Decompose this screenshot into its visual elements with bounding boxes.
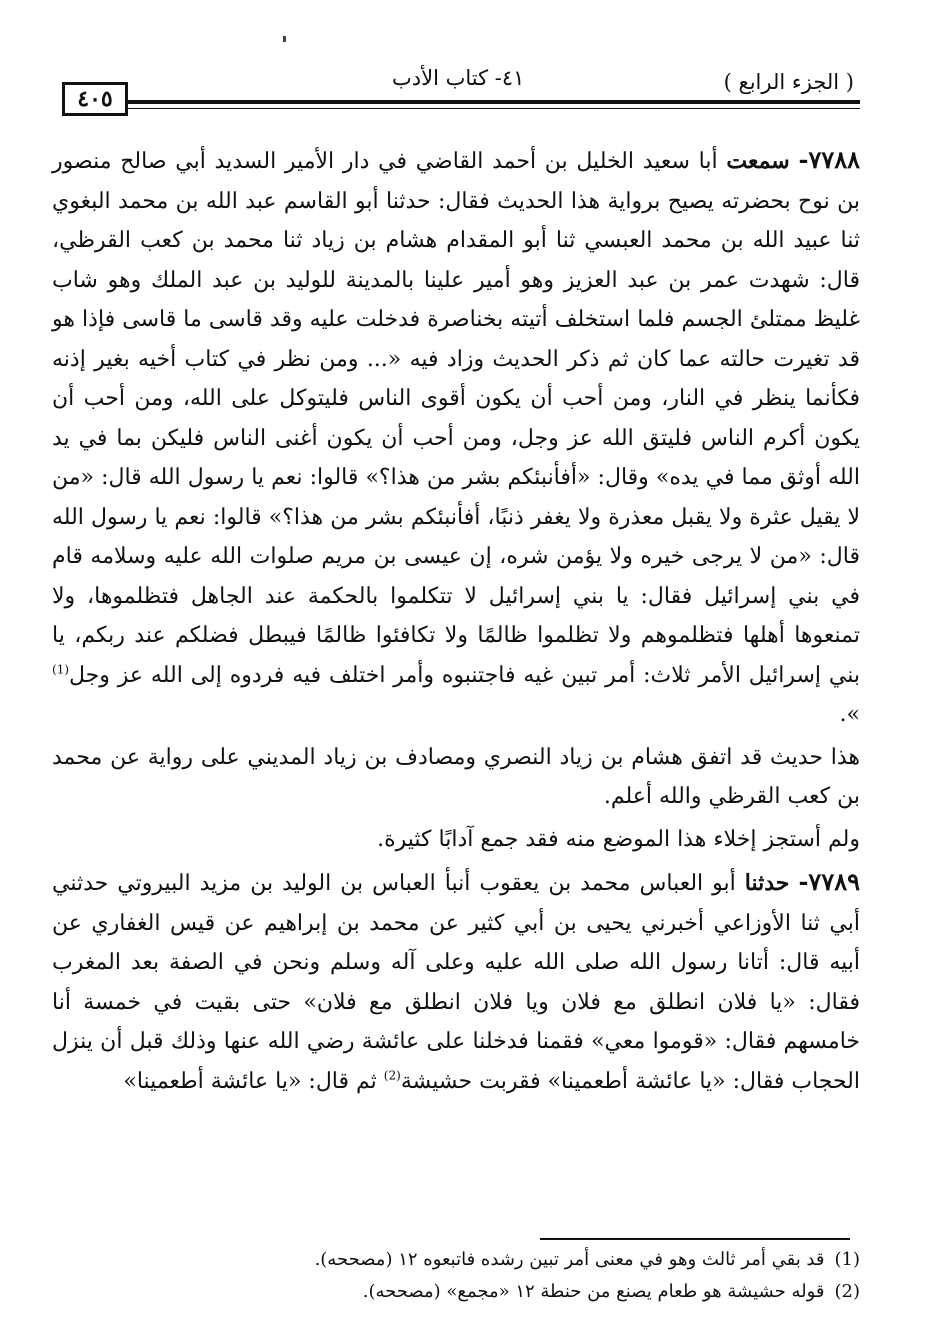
footnote — [52, 1244, 860, 1276]
footnote-ref-1: (1) — [52, 662, 70, 677]
hadith-number: ٧٧٨٩- — [798, 867, 860, 896]
hadith-number: ٧٧٨٨- — [798, 145, 860, 174]
hadith-7788 — [52, 140, 860, 735]
hadith-text-end: ». — [839, 702, 860, 727]
hadith-keyword: حدثنا — [744, 870, 790, 896]
header-rule-thick — [128, 100, 860, 104]
hadith-text: أبا سعيد الخليل بن أحمد القاضي في دار الأمير السديد أبي صالح منصور بن نوح بحضرته يصيح برواية هذا الحديث فقال: حدثنا أبو القاسم عبد الله بن محمد البغوي ثنا عبيد الله بن محمد العبسي ثنا أبو المقدام هشام بن زياد ثنا محمد بن كعب القرظي، قال: شهدت عمر بن عبد العزيز وهو أمير علينا بالمدينة للوليد بن عبد الملك وهو شاب غليظ ممتلئ الجسم فلما استخلف أتيته بخناصرة فدخلت عليه وقد قاسى ما قاسى فإذا هو قد تغيرت حالته عما كان ثم ذكر الحديث وزاد فيه «... ومن نظر في كتاب أخيه بغير إذنه فكأنما ينظر في النار، ومن أحب أن يكون أقوى الناس فليتوكل على الله، ومن أحب أن يكون أكرم الناس فليتق الله عز وجل، ومن أحب أن يكون أغنى الناس فليكن بما في يد الله أوثق مما في يده» وقال: «أفأنبئكم بشر من هذا؟» قالوا: نعم يا رسول الله قال: «من لا يقيل عثرة ولا يقبل معذرة ولا يغفر ذنبًا، أفأنبئكم بشر من هذا؟» قالوا: نعم يا رسول الله قال: «من لا يرجى خيره ولا يؤمن شره، إن عيسى بن مريم صلوات الله عليه وسلامه قام في بني إسرائيل فقال: يا بني إسرائيل لا تتكلموا بالحكمة عند الجاهل فتظلموها، ولا تمنعوها أهلها فتظلموهم ولا تظلموا ظالمًا ولا تكافئوا ظالمًا فيبطل فضلكم عند ربكم، يا بني إسرائيل الأمر ثلاث: أمر تبين غيه فاجتنبوه وأمر اختلف فيه فردوه إلى الله عز وجل — [52, 149, 860, 688]
footnote-ref-2: (2) — [383, 1068, 401, 1083]
footnote-text: قوله حشيشة هو طعام يصنع من حنطة ١٢ «مجمع» (مصححه). — [362, 1281, 825, 1302]
footnote-mark: (2) — [834, 1281, 860, 1302]
main-text — [52, 140, 860, 1101]
hadith-text-end: ثم قال: «يا عائشة أطعمينا» — [123, 1068, 377, 1094]
commentary-paragraph: ولم أستجز إخلاء هذا الموضع منه فقد جمع آدابًا كثيرة. — [377, 826, 860, 852]
part-title: ( الجزء الرابع ) — [723, 70, 854, 94]
footnotes — [52, 1244, 860, 1308]
footnote-separator — [540, 1238, 850, 1240]
footnote — [52, 1276, 860, 1308]
hadith-keyword: سمعت — [726, 148, 790, 174]
commentary-paragraph: هذا حديث قد اتفق هشام بن زياد النصري ومصادف بن زياد المديني على رواية عن محمد بن كعب القرظي والله أعلم. — [52, 744, 861, 809]
page-number: ٤٠٥ — [62, 82, 128, 116]
book-title: ٤١- كتاب الأدب — [392, 66, 525, 90]
page-header — [52, 62, 860, 122]
hadith-7789 — [52, 862, 860, 1101]
footnote-text: قد بقي أمر ثالث وهو في معنى أمر تبين رشده فاتبعوه ١٢ (مصححه). — [314, 1249, 825, 1270]
header-rule-thin — [128, 108, 860, 109]
scan-mark — [283, 36, 286, 42]
footnote-mark: (1) — [834, 1249, 860, 1270]
hadith-text: أبو العباس محمد بن يعقوب أنبأ العباس بن الوليد بن مزيد البيروتي حدثني أبي ثنا الأوزاعي أخبرني يحيى بن أبي كثير عن محمد بن إبراهيم عن قيس الغفاري عن أبيه قال: أتانا رسول الله صلى الله عليه وعلى آله وسلم ونحن في الصفة بعد المغرب فقال: «يا فلان انطلق مع فلان ويا فلان انطلق مع فلان» حتى بقيت في خمسة أنا خامسهم فقال: «قوموا معي» فقمنا فدخلنا على عائشة رضي الله عنها وذلك قبل أن ينزل الحجاب فقال: «يا عائشة أطعمينا» فقربت حشيشة — [52, 871, 860, 1094]
